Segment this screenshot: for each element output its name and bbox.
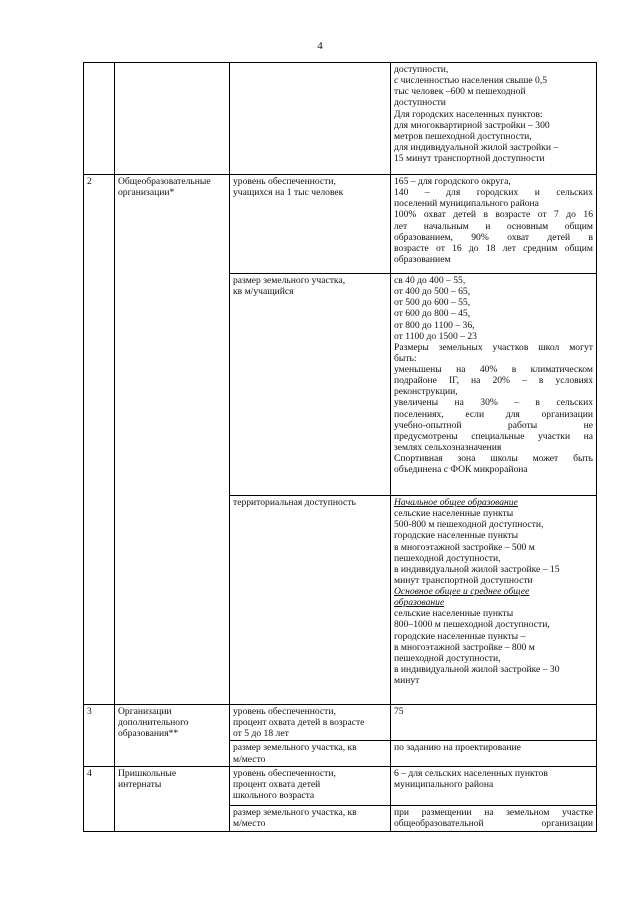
cell-name [115, 705, 230, 767]
text-line: Организации [118, 706, 172, 717]
text-line: школьного возраста [233, 789, 315, 801]
cell-num: 4 [84, 766, 115, 831]
text-line: поселениях, если для организации [394, 408, 593, 420]
text-line: 800–1000 м пешеходной доступности, [394, 619, 550, 631]
table-row-3 [84, 705, 597, 741]
text-line: размер земельного участка, кв [233, 742, 357, 754]
text-line: 75 [394, 706, 404, 717]
text-line: образованием, 90% охват детей в [394, 231, 593, 243]
text-line: размер земельного участка, кв [233, 806, 357, 818]
text-line: от 500 до 600 – 55, [394, 297, 471, 309]
text-line: при размещении на земельном участке [394, 806, 593, 818]
cell-param [230, 741, 391, 766]
text-line: в индивидуальной жилой застройке – 30 [394, 663, 560, 675]
text-line: предусмотрены специальные участки на [394, 430, 593, 442]
text-line: размер земельного участка, [233, 275, 346, 286]
text-line: сельские населенные пункты [394, 508, 514, 520]
text-line: пешеходной доступности, [394, 652, 501, 664]
text-line: возрасте от 16 до 18 лет средним общим [394, 242, 593, 254]
table-row-4 [84, 766, 597, 805]
cell-num [84, 63, 115, 175]
text-line: 6 – для сельских населенных пунктов [394, 767, 548, 779]
text-line: доступности, [394, 64, 449, 75]
cell-num: 2 [84, 175, 115, 705]
cell-param [230, 496, 391, 705]
text-line: процент охвата детей [233, 778, 321, 790]
text-line: Начальное общее образование [394, 497, 518, 508]
text-line: уровень обеспеченности, [233, 176, 336, 187]
text-line: быть: [394, 352, 417, 364]
text-line: уменьшены на 40% в климатическом [394, 364, 593, 375]
text-line: для индивидуальной жилой застройки – [394, 141, 559, 153]
text-line: от 1100 до 1500 – 23 [394, 330, 477, 342]
table-row-continuation [84, 63, 597, 175]
text-line: Пришкольные [118, 767, 177, 779]
text-line: реконструкции, [394, 386, 458, 398]
cell-num: 3 [84, 705, 115, 767]
text-line: муниципального района [394, 778, 494, 790]
text-line: метров пешеходной доступности, [394, 130, 532, 142]
text-line: в индивидуальной жилой застройке – 15 [394, 563, 560, 575]
text-line: по заданию на проектирование [394, 742, 521, 754]
text-line: поселений муниципального района [394, 198, 539, 210]
cell-param [230, 63, 391, 175]
table-row-2 [84, 175, 597, 274]
text-line: подрайоне IГ, на 20% – в условиях [394, 375, 593, 387]
cell-param [230, 805, 391, 831]
text-line: пешеходной доступности, [394, 552, 501, 564]
text-line: образованием [394, 253, 451, 265]
cell-value [391, 274, 597, 496]
text-line: увеличены на 30% – в сельских [394, 397, 593, 409]
text-line: городские населенные пункты [394, 530, 519, 542]
text-line: уровень обеспеченности, [233, 767, 336, 779]
text-line: м/место [233, 817, 266, 829]
cell-name [115, 175, 230, 705]
cell-value [391, 63, 597, 175]
cell-param [230, 766, 391, 805]
text-line: дополнительного [118, 717, 189, 729]
text-line: в многоэтажной застройке – 800 м [394, 641, 535, 653]
cell-name [115, 63, 230, 175]
text-line: землях сельхозназначения [394, 441, 502, 453]
cell-param [230, 175, 391, 274]
text-line: от 800 до 1100 – 36, [394, 319, 475, 331]
text-line: кв м/учащийся [233, 286, 294, 298]
cell-value [391, 175, 597, 274]
text-line: общеобразовательной организации [394, 817, 593, 829]
text-line: 15 минут транспортной доступности [394, 153, 545, 164]
text-line: в многоэтажной застройке – 500 м [394, 541, 535, 553]
cell-value [391, 805, 597, 831]
text-line: св 40 до 400 – 55, [394, 275, 466, 286]
text-line: 100% охват детей в возрасте от 7 до 16 [394, 209, 593, 221]
text-line: 500-800 м пешеходной доступности, [394, 519, 544, 531]
text-line: от 600 до 800 – 45, [394, 308, 471, 320]
cell-value [391, 741, 597, 766]
text-line: территориальная доступность [233, 497, 356, 508]
standards-table [83, 62, 597, 832]
text-line: Общеобразовательные [118, 176, 211, 187]
text-line: лет начальным и основным общим [394, 220, 593, 232]
text-line: Спортивная зона школы может быть [394, 453, 593, 464]
cell-value [391, 705, 597, 741]
text-line: процент охвата детей в возрасте [233, 717, 365, 729]
page-number: 4 [317, 40, 323, 52]
text-line: учебно-опытной работы не [394, 419, 593, 431]
text-line: сельские населенные пункты [394, 608, 514, 620]
text-line: для многоквартирной застройки – 300 [394, 119, 550, 131]
text-line: Для городских населенных пунктов: [394, 108, 543, 120]
text-line: образование [394, 597, 445, 609]
text-line: образования** [118, 728, 179, 740]
text-line: м/место [233, 753, 266, 765]
text-line: 140 – для городских и сельских [394, 187, 593, 199]
text-line: доступности [394, 97, 446, 109]
text-line: Основное общее и среднее общее [394, 586, 530, 597]
text-line: городские населенные пункты – [394, 630, 526, 642]
text-line: минут транспортной доступности [394, 574, 533, 586]
cell-param [230, 705, 391, 741]
text-line: интернаты [118, 778, 162, 790]
cell-name [115, 766, 230, 831]
cell-param [230, 274, 391, 496]
cell-value [391, 496, 597, 705]
text-line: организации* [118, 187, 175, 199]
cell-value [391, 766, 597, 805]
text-line: тыс человек –600 м пешеходной [394, 86, 526, 98]
text-line: с численностью населения свыше 0,5 [394, 75, 548, 87]
text-line: Размеры земельных участков школ могут [394, 341, 593, 353]
text-line: минут [394, 675, 420, 686]
text-line: объединена с ФОК микрорайона [394, 464, 528, 476]
text-line: от 5 до 18 лет [233, 728, 289, 740]
text-line: от 400 до 500 – 65, [394, 286, 471, 298]
text-line: уровень обеспеченности, [233, 706, 336, 717]
text-line: 165 – для городского округа, [394, 176, 511, 187]
text-line: учащихся на 1 тыс человек [233, 187, 344, 199]
